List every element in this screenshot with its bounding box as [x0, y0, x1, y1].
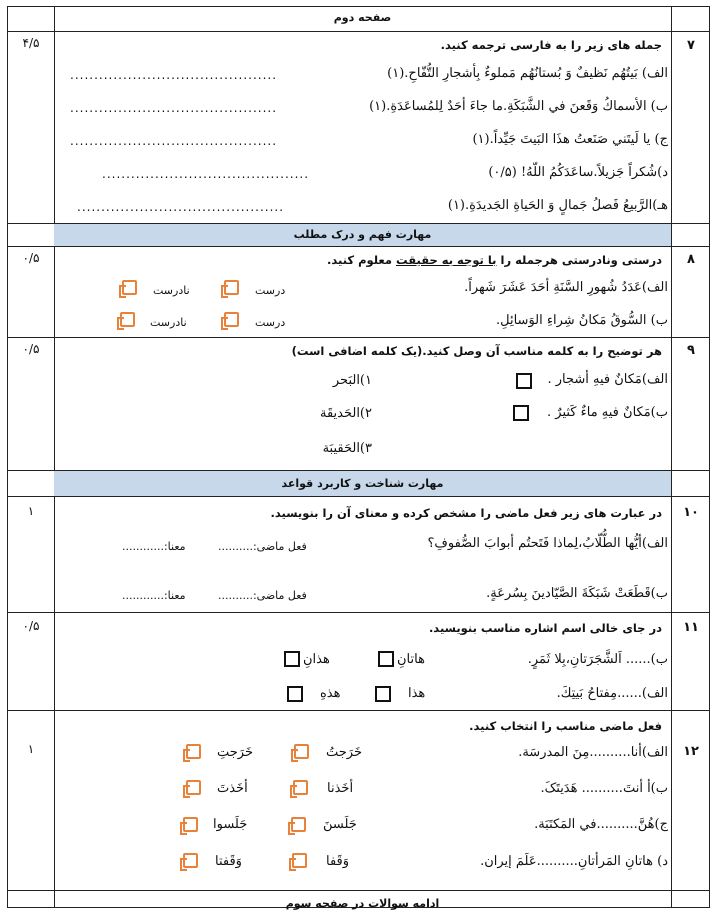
row-divider: [7, 612, 710, 613]
section-band-grammar: [54, 471, 671, 496]
checkbox-icon[interactable]: [224, 280, 239, 295]
q10-instruction: در عبارت های زیر فعل ماضی را مشخص کرده و معنای آن را بنویسید.: [270, 506, 662, 520]
checkbox-icon[interactable]: [293, 780, 308, 795]
q8-item-b: ب) السُّوقُ مَكانُ شِراءِ الوَسائِلِ.: [496, 313, 668, 328]
q7-item-b: ب) الأسماكُ وَقَعنَ في الشَّبَكَةِ.ما جاءَ أحَدٌ لِلمُساعَدَةِ.(۱): [369, 99, 668, 114]
q12-option: جَلَسنَ: [323, 817, 357, 832]
checkbox-icon[interactable]: [292, 853, 307, 868]
score-q12: ۱: [27, 742, 35, 756]
q12-option: خَرَجتُ: [326, 745, 363, 760]
answer-blank[interactable]: ...........................................: [77, 200, 285, 214]
option-checkbox[interactable]: [284, 651, 300, 667]
question-number-12: ۱۲: [683, 744, 699, 759]
answer-blank[interactable]: ...........................................: [70, 134, 278, 148]
section-band-comprehension: [54, 224, 671, 246]
option-checkbox[interactable]: [378, 651, 394, 667]
answer-blank[interactable]: ...........................................: [70, 68, 278, 82]
row-divider: [7, 710, 710, 711]
q9-word-2: ۲)الحَديقَة: [319, 406, 372, 421]
score-column-divider: [54, 6, 55, 908]
question-number-7: ۷: [687, 38, 695, 53]
q12-item-a: الف)أنا..........مِنَ المدرسَة.: [518, 745, 668, 760]
past-verb-blank[interactable]: فعل ماضی:..........: [218, 540, 307, 553]
score-q8: ۰/۵: [22, 251, 40, 265]
q11-option: هاتانِ: [397, 652, 425, 667]
q7-item-e: هـ)الرَّبيعُ فَصلُ جَمالٍ وَ الحَياةِ الجَديدَةِ.(۱): [447, 198, 668, 213]
meaning-blank[interactable]: معنا:............: [122, 589, 186, 602]
answer-box[interactable]: [516, 373, 532, 389]
q12-option: خَرَجتِ: [217, 745, 254, 760]
checkbox-icon[interactable]: [186, 744, 201, 759]
q8-instruction-emphasis: با توجه به حقیقت: [396, 253, 497, 267]
q12-item-b: ب)أ أنتَ.......... هَدَيتَکَ.: [540, 781, 668, 796]
q11-option: هذا: [408, 686, 426, 701]
score-q9: ۰/۵: [22, 342, 40, 356]
row-divider: [7, 890, 710, 891]
answer-box[interactable]: [513, 405, 529, 421]
q12-item-d: د) هاتانِ المَرأتانِ..........عَلَمَ إيران.: [480, 854, 668, 869]
q11-option: هذانِ: [303, 652, 330, 667]
option-label-false: نادرست: [150, 316, 187, 329]
q12-option: جَلَسوا: [213, 817, 248, 832]
checkbox-icon[interactable]: [224, 312, 239, 327]
q8-item-a: الف)عَدَدُ شُهورِ السَّنَةِ أحَدَ عَشَرَ شَهراً.: [464, 280, 668, 295]
q11-item-a: الف)......مِفتاحُ بَيتِكَ.: [556, 686, 668, 701]
q7-item-c: ج) يا لَيتَني صَنَعتُ هذَا البَيتَ جَيِّداً.(۱): [472, 132, 668, 147]
q12-item-c: ج)هُنَّ..........في المَكتَبَة.: [534, 817, 668, 832]
checkbox-icon[interactable]: [183, 817, 198, 832]
q7-item-a: الف) بَيتُهُم نَظيفٌ وَ بُستانُهُم مَملوءٌ بِأشجارِ التُّفّاحِ.(۱): [387, 66, 668, 81]
option-checkbox[interactable]: [287, 686, 303, 702]
question-number-8: ۸: [687, 252, 695, 267]
option-label-true: درست: [255, 284, 286, 297]
checkbox-icon[interactable]: [186, 780, 201, 795]
answer-blank[interactable]: ...........................................: [102, 167, 310, 181]
question-number-11: ۱۱: [683, 620, 699, 635]
q11-instruction: در جای خالی اسم اشاره مناسب بنویسید.: [428, 621, 662, 635]
row-divider: [7, 246, 710, 247]
row-divider: [7, 337, 710, 338]
option-label-true: درست: [255, 316, 286, 329]
q12-option: وَقَفتا: [215, 854, 242, 869]
q9-word-3: ۳)الحَقيبَة: [322, 441, 372, 456]
question-number-9: ۹: [687, 343, 695, 358]
score-q10: ۱: [27, 504, 35, 518]
q9-item-b: ب)مَكانٌ فيهِ ماءٌ كَثيرٌ .: [547, 405, 668, 420]
q10-item-a: الف)أيُّها الطُّلّابُ،لِماذا فَتَحتُم أبوابَ الصُّفوفِ؟: [427, 536, 668, 551]
page-header: صفحه دوم: [333, 11, 392, 24]
score-q7: ۴/۵: [22, 36, 40, 50]
q10-item-b: ب)قَطَعَتْ شَبَكَةَ الصَّيّادينَ بِسُرعَةٍ.: [486, 586, 668, 601]
option-label-false: نادرست: [153, 284, 190, 297]
q9-item-a: الف)مَكانٌ فيهِ أشجار .: [547, 372, 668, 387]
q7-instruction: جمله های زیر را به فارسی ترجمه کنید.: [440, 38, 662, 52]
q8-instruction-start: درستی ونادرستی هرجمله را: [500, 253, 662, 267]
q12-option: أخَذتَ: [217, 781, 248, 796]
row-divider: [7, 496, 710, 497]
q7-item-d: د)شُكراً جَزيلاً.ساعَدَكُمُ اللّهُ! (۰/۵): [488, 165, 668, 180]
q9-word-1: ۱)البَحر: [332, 373, 372, 388]
checkbox-icon[interactable]: [183, 853, 198, 868]
score-q11: ۰/۵: [22, 619, 40, 633]
checkbox-icon[interactable]: [120, 312, 135, 327]
q12-instruction: فعل ماضی مناسب را انتخاب کنید.: [469, 719, 662, 733]
section-title-comprehension: مهارت فهم و درک مطلب: [293, 228, 432, 241]
q8-instruction: [327, 253, 662, 267]
section-title-grammar: مهارت شناخت و کاربرد قواعد: [281, 477, 444, 490]
checkbox-icon[interactable]: [294, 744, 309, 759]
q11-item-b: ب)...... اَلشَّجَرَتانِ،بِلا ثَمَرٍ.: [527, 652, 668, 667]
q12-option: وَقَفا: [326, 854, 350, 869]
answer-blank[interactable]: ...........................................: [70, 101, 278, 115]
option-checkbox[interactable]: [375, 686, 391, 702]
page-footer: ادامه سوالات در صفحه سوم: [285, 897, 440, 910]
question-number-10: ۱۰: [683, 505, 699, 520]
checkbox-icon[interactable]: [291, 817, 306, 832]
row-divider: [7, 31, 710, 32]
number-column-divider: [671, 6, 672, 908]
checkbox-icon[interactable]: [122, 280, 137, 295]
meaning-blank[interactable]: معنا:............: [122, 540, 186, 553]
q12-option: أخَذنا: [327, 781, 354, 796]
q8-instruction-end: معلوم کنید.: [326, 253, 393, 267]
q9-instruction: هر توضیح را به کلمه مناسب آن وصل کنید.(یک کلمه اضافی است): [291, 344, 662, 358]
q11-option: هذهِ: [320, 686, 341, 701]
past-verb-blank[interactable]: فعل ماضی:..........: [218, 589, 307, 602]
